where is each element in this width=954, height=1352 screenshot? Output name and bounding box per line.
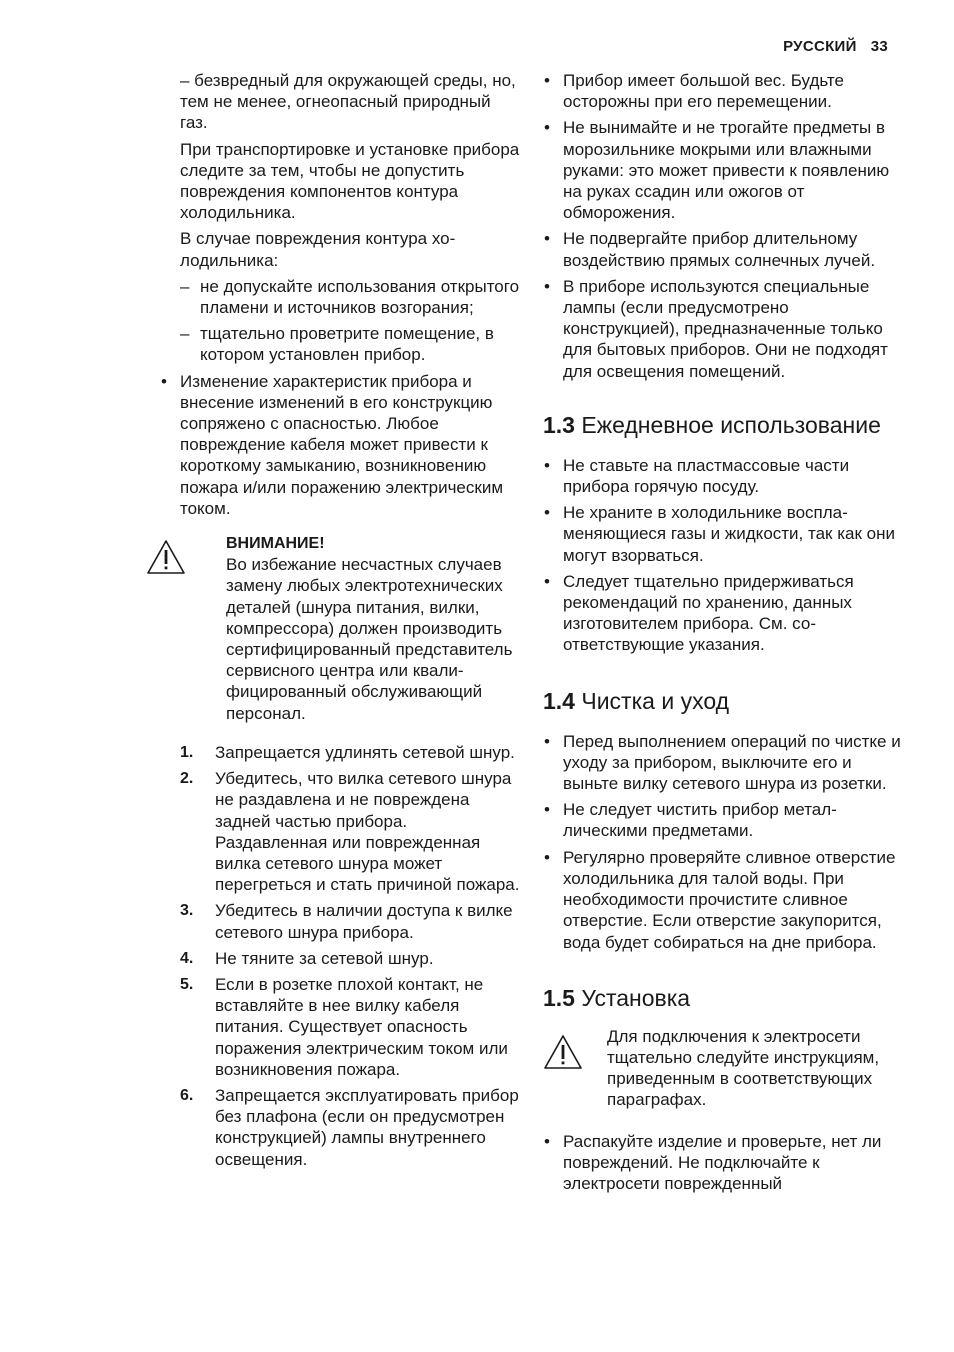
item-number: 5. <box>180 975 194 993</box>
bullet-text: Прибор имеет большой вес. Будьте осторожны при его перемещении. <box>563 71 844 112</box>
bullet-text: Перед выполнением операций по чистке и уходу за прибором, выключите его и выньте вилку сетевого шнура из розетки. <box>563 731 901 794</box>
bullet-text: Изменение характеристик прибора и внесение изменений в его конструкцию сопряжено с опасностью. Любое повреждение кабеля может привести к короткому замыканию, возникновению пожара и/или поражению электрическим током. <box>180 371 504 518</box>
bullet-item <box>543 1131 903 1195</box>
list-item-text: тщательно проветрите помещение, в котором установлен прибор. <box>200 324 494 365</box>
bullet-item <box>543 117 903 223</box>
bullet-text: Не вынимайте и не трогайте предметы в морозильнике мокрыми или влажными руками: это может привести к появлению на руках ссадин или ожогов от обморожения. <box>563 118 890 223</box>
warning-text: Во избежание несчастных случаев замену любых электротехнических деталей (шнура питания, вилки, компрессора) должен производить сертифицированный представитель сервисного центра или квалифицированный обслуживающий персонал. <box>226 555 513 723</box>
item-text: Если в розетке плохой контакт, не вставляйте в нее вилку кабеля питания. Существует опасность поражения электрическим током или возникновения пожара. <box>215 974 508 1079</box>
paragraph: – безвредный для окружающей среды, но, тем не менее, огнеопасный природный газ. <box>180 71 516 133</box>
paragraph: В случае повреждения контура холодильника: <box>180 229 456 270</box>
item-text: Убедитесь в наличии доступа к вилке сетевого шнура прибора. <box>215 901 513 942</box>
bullet-text: В приборе используются специальные лампы (если предусмотрено конструкцией), предназначенные только для бытовых приборов. Они не подходят для освещения помещений. <box>563 276 888 381</box>
bullet-text: Следует тщательно придерживаться рекомендаций по хранению, данных изготовителем прибора. См. соответствующие указания. <box>563 571 854 655</box>
item-text: Запрещается эксплуатировать прибор без плафона (если он предусмотрен конструкцией) лампы внутреннего освещения. <box>215 1085 519 1169</box>
section-heading-1-4 <box>543 688 903 715</box>
bullet-marker: • <box>544 276 550 296</box>
bullet-item <box>543 228 903 270</box>
page-number: 33 <box>870 38 888 55</box>
bullet-item <box>543 276 903 382</box>
numbered-item <box>160 768 520 895</box>
section-number: 1.3 <box>543 411 575 438</box>
list-item-text: не допускайте использования открытого пламени и источников возгорания; <box>200 276 520 318</box>
item-text: Не тяните за сетевой шнур. <box>215 948 434 968</box>
bullet-item <box>543 731 903 795</box>
bullet-text: Не храните в холодильнике воспламеняющиеся газы и жидкости, так как они могут взорваться. <box>563 503 895 565</box>
bullet-text: Регулярно проверяйте сливное отверстие холодильника для талой воды. При необходимости прочистите сливное отверстие. Если отверстие закупорится, вода будет собираться на дне прибора. <box>563 847 896 952</box>
bullet-item <box>543 70 903 112</box>
right-column <box>543 70 903 1199</box>
bullet-text: Распакуйте изделие и проверьте, нет ли повреждений. Не подключайте к электросети поврежденный <box>563 1131 882 1193</box>
left-column <box>160 70 520 1175</box>
item-number: 4. <box>180 949 194 967</box>
item-number: 2. <box>180 770 194 788</box>
bullet-item <box>543 502 903 566</box>
bullet-marker: • <box>544 731 550 751</box>
bullet-marker: • <box>544 571 550 591</box>
numbered-item <box>160 1085 520 1170</box>
bullet-marker: • <box>161 371 167 391</box>
bullet-text: Не следует чистить прибор металлическими предметами. <box>563 800 837 841</box>
numbered-item <box>160 948 520 969</box>
header-language: РУССКИЙ <box>783 38 857 55</box>
bullet-item <box>160 371 520 519</box>
bullet-text: Не ставьте на пластмассовые части прибора горячую посуду. <box>563 455 850 497</box>
bullet-item <box>543 847 903 953</box>
bullet-item <box>543 455 903 497</box>
warning-block <box>160 533 520 724</box>
section-title: Ежедневное использование <box>581 411 881 438</box>
numbered-item <box>160 742 520 763</box>
dash-list-item <box>160 276 520 318</box>
dash-list-item <box>160 323 520 365</box>
item-text: Запрещается удлинять сетевой шнур. <box>215 742 515 762</box>
bullet-marker: • <box>544 800 550 820</box>
bullet-marker: • <box>544 71 550 90</box>
notice-text: Для подключения к электросети тщательно следуйте инструкциям, приведенным в соответствующих параграфах. <box>607 1026 880 1110</box>
section-number: 1.5 <box>543 984 575 1011</box>
section-title: Установка <box>581 984 691 1011</box>
dash-marker: – <box>180 276 190 296</box>
bullet-marker: • <box>544 1131 550 1151</box>
warning-triangle-icon <box>543 1034 583 1070</box>
item-number: 1. <box>180 743 194 761</box>
section-title: Чистка и уход <box>581 687 730 714</box>
warning-title: ВНИМАНИЕ! <box>226 535 325 553</box>
dash-marker: – <box>180 324 190 344</box>
numbered-item <box>160 974 520 1080</box>
section-number: 1.4 <box>543 687 575 714</box>
bullet-item <box>543 571 903 656</box>
item-number: 3. <box>180 902 194 920</box>
numbered-item <box>160 900 520 942</box>
section-heading-1-5 <box>543 985 903 1012</box>
bullet-marker: • <box>544 118 550 138</box>
bullet-marker: • <box>544 455 550 475</box>
page-header <box>783 38 888 55</box>
bullet-marker: • <box>544 503 550 523</box>
notice-block <box>543 1026 903 1111</box>
bullet-marker: • <box>544 847 550 867</box>
bullet-item <box>543 799 903 841</box>
item-number: 6. <box>180 1086 194 1104</box>
section-heading-1-3 <box>543 412 903 439</box>
warning-triangle-icon <box>146 539 186 575</box>
item-text: Убедитесь, что вилка сетевого шнура не раздавлена и не повреждена задней частью прибора. Раздавленная или поврежденная вилка сетевого шнура может перегреться и стать причиной пожара. <box>215 769 520 895</box>
bullet-marker: • <box>544 229 550 249</box>
bullet-text: Не подвергайте прибор длительному воздействию прямых солнечных лучей. <box>563 229 876 270</box>
paragraph: При транспортировке и установке прибора следите за тем, чтобы не допустить повреждения компонентов контура холодильника. <box>180 139 520 223</box>
